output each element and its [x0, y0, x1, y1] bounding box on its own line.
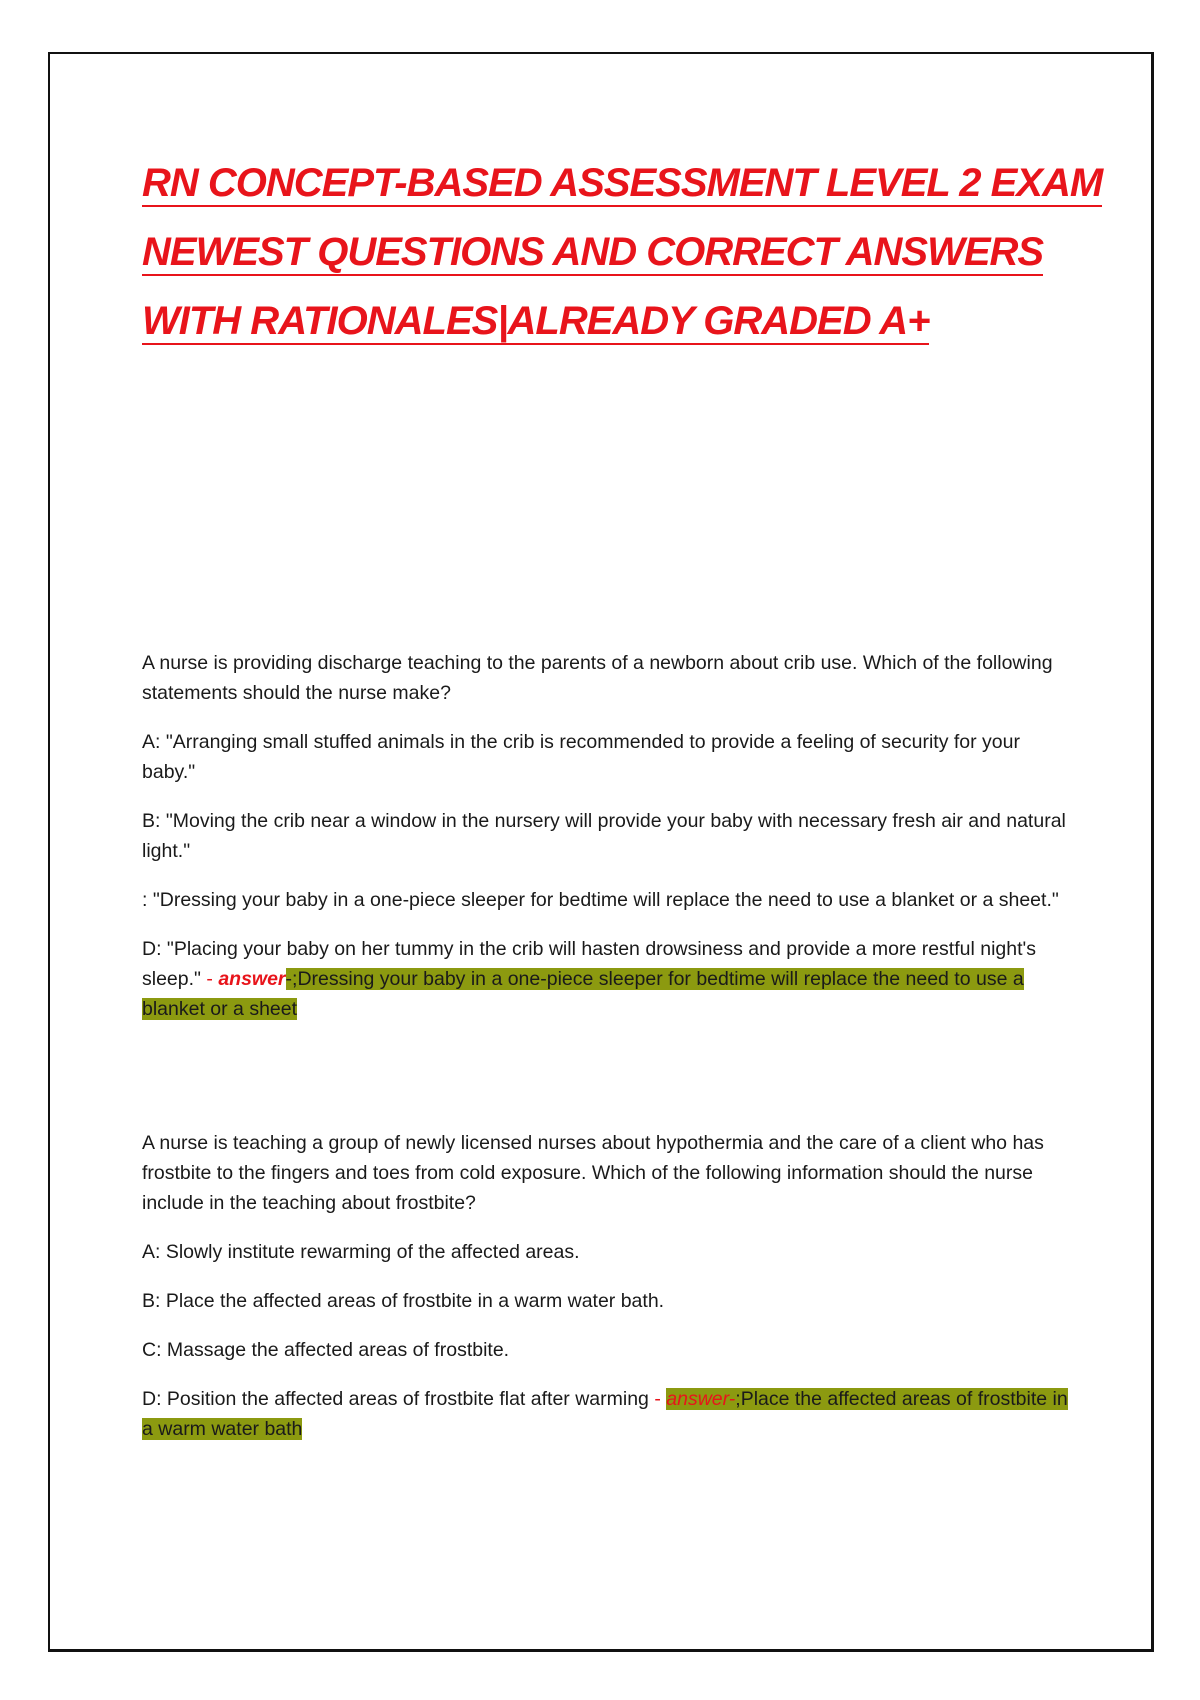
answer-highlight: Place the affected areas of frostbite in a warm water bath	[142, 1388, 1068, 1440]
title-line: RN CONCEPT-BASED ASSESSMENT LEVEL 2 EXAM	[142, 161, 1103, 205]
question-stem: A nurse is providing discharge teaching to the parents of a newborn about crib use. Which of the following statements should the nurse make?	[142, 652, 1053, 704]
option-a: A: Slowly institute rewarming of the affected areas.	[142, 1241, 580, 1263]
answer-separator: -	[200, 968, 219, 990]
answer-label: answer	[218, 968, 286, 990]
answer-separator: -	[648, 1388, 667, 1410]
answer-prefix: ;	[735, 1388, 741, 1410]
question-block-2	[142, 1128, 1072, 1463]
option-d: D: Position the affected areas of frostbite flat after warming	[142, 1388, 649, 1410]
option-b: B: Place the affected areas of frostbite in a warm water bath.	[142, 1290, 665, 1312]
option-d-with-answer	[142, 934, 1072, 1024]
question-block-1	[142, 648, 1072, 1043]
question-stem: A nurse is teaching a group of newly licensed nurses about hypothermia and the care of a client who has frostbite to the fingers and toes from cold exposure. Which of the following information should the nurse include in the teaching about frostbite?	[142, 1132, 1044, 1214]
option-c: : "Dressing your baby in a one-piece sleeper for bedtime will replace the need to use a blanket or a sheet."	[142, 889, 1059, 911]
option-a: A: "Arranging small stuffed animals in the crib is recommended to provide a feeling of security for your baby."	[142, 731, 1020, 783]
option-d-with-answer	[142, 1384, 1072, 1444]
option-b: B: "Moving the crib near a window in the nursery will provide your baby with necessary fresh air and natural light."	[142, 810, 1066, 862]
answer-prefix: -;	[285, 968, 298, 990]
title-line: NEWEST QUESTIONS AND CORRECT ANSWERS	[142, 230, 1044, 274]
option-c: C: Massage the affected areas of frostbite.	[142, 1339, 510, 1361]
document-title	[142, 152, 1103, 359]
answer-highlight: Dressing your baby in a one-piece sleeper for bedtime will replace the need to use a blanket or a sheet	[142, 968, 1024, 1020]
answer-label: answer-	[666, 1388, 736, 1410]
title-line: WITH RATIONALES|ALREADY GRADED A+	[142, 299, 930, 343]
option-d: D: "Placing your baby on her tummy in the crib will hasten drowsiness and provide a more restful night's sleep."	[142, 938, 1036, 990]
